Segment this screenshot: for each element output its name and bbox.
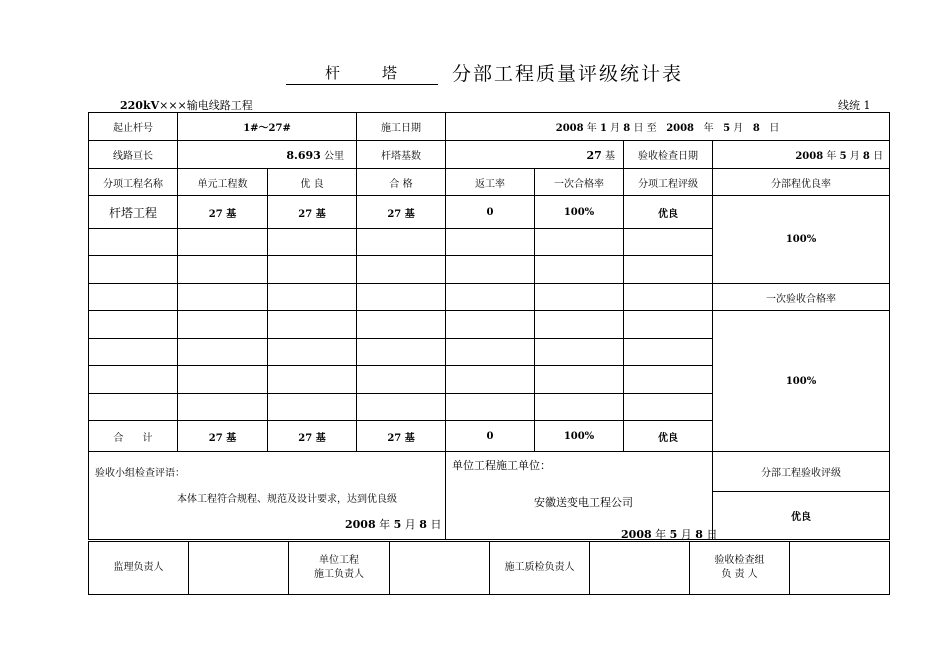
- col-header: 分项工程评级: [624, 169, 713, 196]
- acceptance-grade: 优良: [713, 492, 890, 540]
- col-header: 返工率: [446, 169, 535, 196]
- form-title: [0, 60, 950, 88]
- row-pass-rate: 100%: [535, 196, 624, 229]
- project-name: 220kV×××输电线路工程: [120, 99, 253, 112]
- contractor-cell: [446, 452, 718, 541]
- inspect-label: 验收检查日期: [624, 141, 713, 169]
- row-qualified: 27 基: [357, 196, 446, 229]
- col-header: 分部程优良率: [713, 169, 890, 196]
- total-qualified: 27 基: [357, 421, 446, 452]
- total-rework: 0: [446, 421, 535, 452]
- review-text: 本体工程符合规程、规范及设计要求，达到优良级: [177, 494, 397, 505]
- line-number: 线统 1: [838, 99, 871, 112]
- row-grade: 优良: [624, 196, 713, 229]
- review-date: 2008 年 5 月 8 日: [345, 518, 442, 531]
- title-text: 分部工程质量评级统计表: [452, 62, 684, 85]
- group-lead-signature[interactable]: [790, 542, 890, 595]
- quality-signature[interactable]: [590, 542, 690, 595]
- col-header: 优 良: [268, 169, 357, 196]
- inspect-date: 2008 年 5 月 8 日: [713, 141, 890, 169]
- signature-table: [88, 541, 890, 595]
- row-excellent: 27 基: [268, 196, 357, 229]
- quality-label: 施工质检负责人: [490, 542, 590, 595]
- col-header: 合 格: [357, 169, 446, 196]
- table-row: [89, 311, 890, 339]
- unit-lead-signature[interactable]: [390, 542, 490, 595]
- row-rework: 0: [446, 196, 535, 229]
- header-row: [89, 169, 890, 196]
- review-cell: [89, 452, 446, 540]
- date-label: 施工日期: [357, 113, 446, 141]
- statistics-table: [88, 112, 890, 540]
- title-subject: 杆 塔: [286, 60, 438, 85]
- group-lead-label: 验收检查组 负 责 人: [690, 542, 790, 595]
- first-pass-label: 一次验收合格率: [713, 284, 890, 311]
- length-label: 线路亘长: [89, 141, 178, 169]
- construction-date: 2008 年 1 月 8 日 至 2008 年 5 月 8 日: [446, 113, 890, 141]
- total-grade: 优良: [624, 421, 713, 452]
- base-label: 杆塔基数: [357, 141, 446, 169]
- supervisor-signature[interactable]: [189, 542, 289, 595]
- first-pass-value: 100%: [713, 311, 890, 452]
- review-label: 验收小组检查评语：: [95, 468, 185, 479]
- supervisor-label: 监理负责人: [89, 542, 189, 595]
- col-header: 单元工程数: [178, 169, 268, 196]
- row-name: 杆塔工程: [89, 196, 178, 229]
- contractor-name: 安徽送变电工程公司: [534, 496, 634, 509]
- unit-lead-label: 单位工程 施工负责人: [289, 542, 390, 595]
- contractor-date: 2008 年 5 月 8 日: [621, 528, 718, 541]
- col-header: 分项工程名称: [89, 169, 178, 196]
- tower-no-label: 起止杆号: [89, 113, 178, 141]
- total-excellent: 27 基: [268, 421, 357, 452]
- tower-no-value: 1#～27#: [178, 113, 357, 141]
- total-units: 27 基: [178, 421, 268, 452]
- table-row: [89, 284, 890, 311]
- acceptance-label: 分部工程验收评级: [713, 452, 890, 492]
- length-value: 8.693 公里: [178, 141, 357, 169]
- excellent-rate-value: 100%: [713, 196, 890, 284]
- col-header: 一次合格率: [535, 169, 624, 196]
- table-row: [89, 196, 890, 229]
- total-pass-rate: 100%: [535, 421, 624, 452]
- contractor-label: 单位工程施工单位：: [452, 459, 552, 472]
- total-label: 合 计: [89, 421, 178, 452]
- base-value: 27 基: [446, 141, 624, 169]
- row-units: 27 基: [178, 196, 268, 229]
